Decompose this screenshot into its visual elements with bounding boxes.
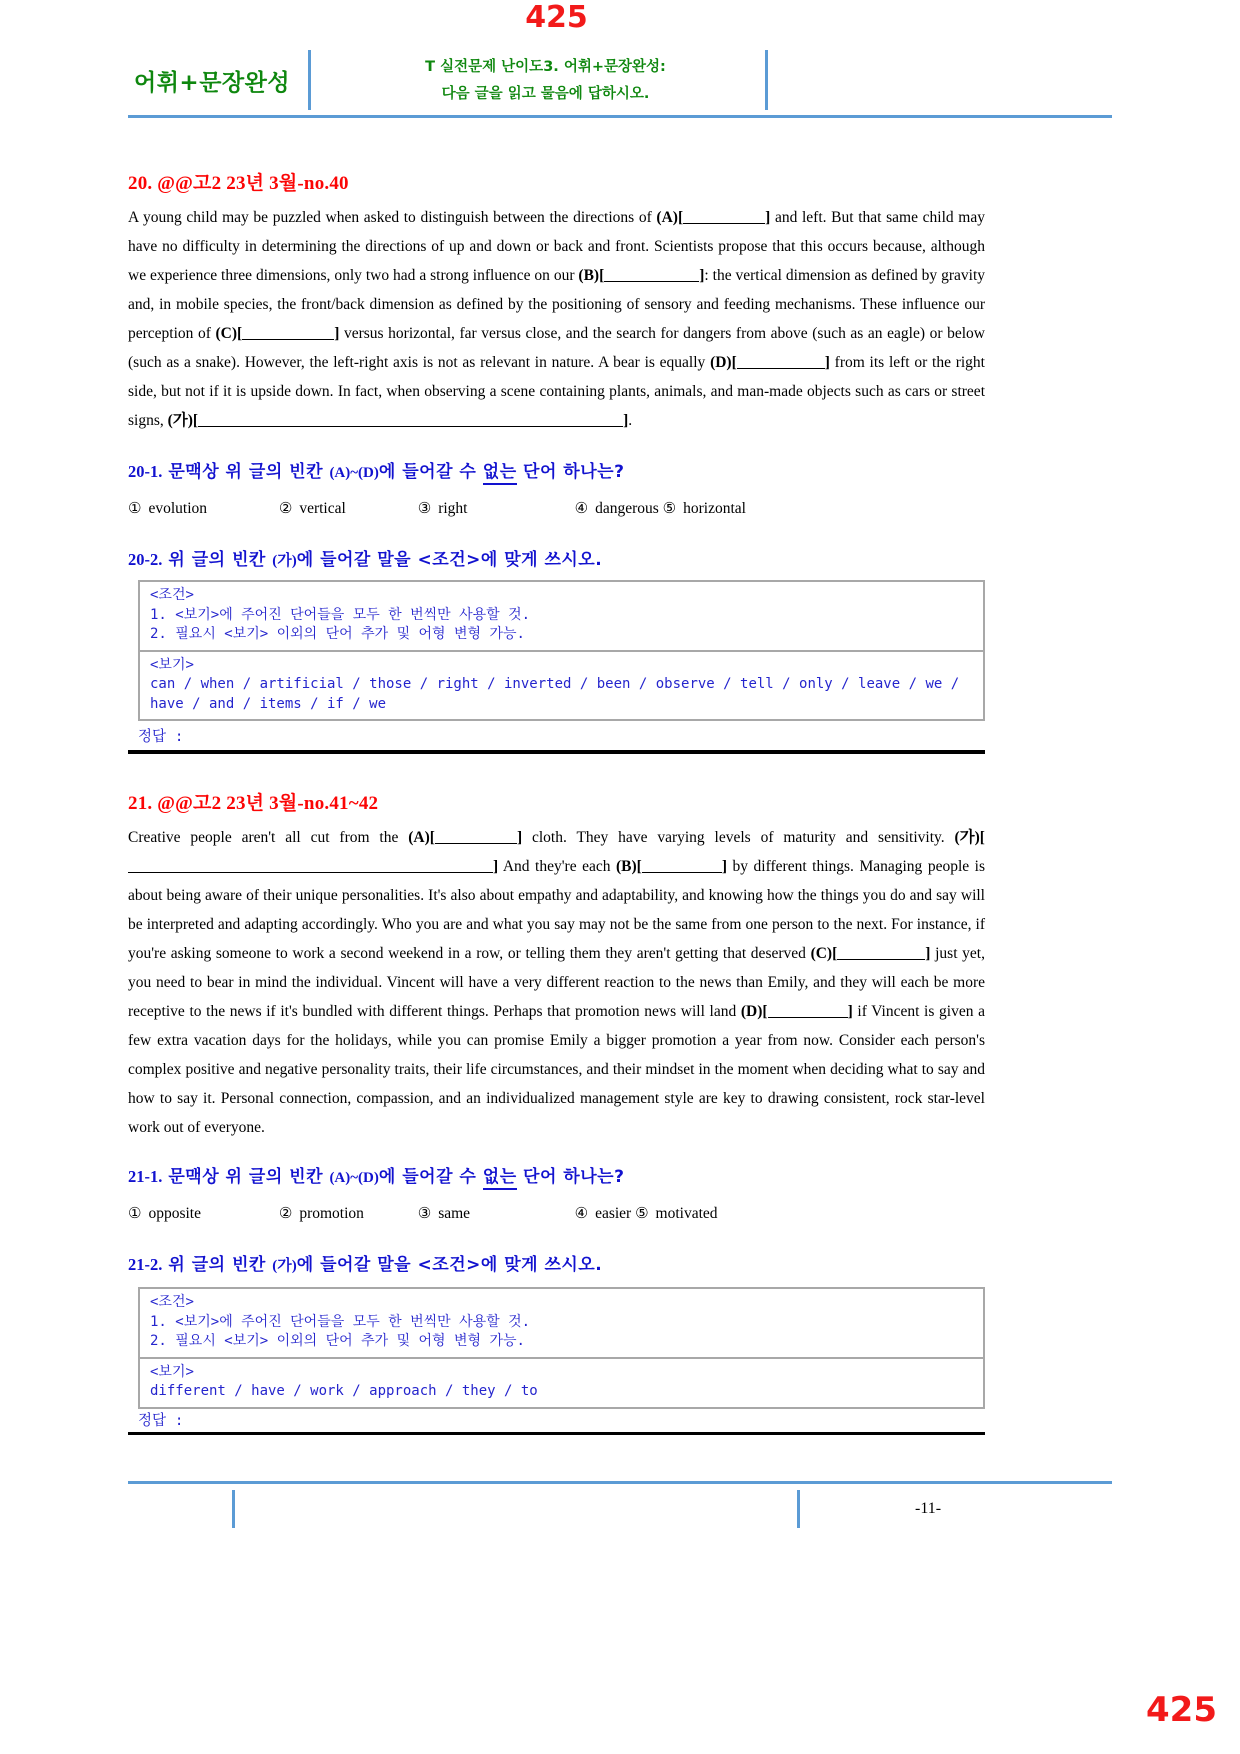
passage-text: and left. But that same child may have no difficulty in determining the directions of up and down or back and front. Scientists propose that this occurs because, although we experience three dimensions, only two had a strong influence on our xyxy=(128,209,985,284)
blank-line xyxy=(683,211,765,224)
blank-label: (가)[ xyxy=(954,829,985,846)
blank-ga-label: (가) xyxy=(272,553,297,569)
blank-line xyxy=(768,1005,848,1018)
blank-line xyxy=(642,860,722,873)
question-21-1-heading: 21-1. 문맥상 위 글의 빈칸 (A)~(D)에 들어갈 수 없는 단어 하나는? xyxy=(128,1164,985,1191)
sub-question-number: 20-2. xyxy=(128,550,163,569)
condition-item: 2. 필요시 <보기> 이외의 단어 추가 및 어형 변형 가능. xyxy=(150,1333,525,1349)
bottom-page-number: 425 xyxy=(1146,1690,1217,1730)
page-header xyxy=(128,50,985,112)
blank-label: (D)[ xyxy=(740,1003,768,1020)
passage-text: . xyxy=(628,412,633,429)
blank-range-label: (A)~(D) xyxy=(329,465,379,481)
option-item xyxy=(128,496,275,521)
header-subtitle-line1: T 실전문제 난이도3. 어휘+문장완성: xyxy=(425,59,666,75)
wordbank-title: <보기> xyxy=(150,656,194,673)
question-21-2-heading: 21-2. 위 글의 빈칸 (가)에 들어갈 말을 <조건>에 맞게 쓰시오. xyxy=(128,1255,603,1275)
blank-label: (C)[ xyxy=(810,945,838,962)
passage-text: just yet, you need to bear in mind the individual. Vincent will have a very different reaction to the news than Emily, and they will each be more receptive to the news if it's bundled with different things. Perhaps that promotion news will land xyxy=(128,945,985,1020)
question-20-2-heading: 20-2. 위 글의 빈칸 (가)에 들어갈 말을 <조건>에 맞게 쓰시오. xyxy=(128,550,603,570)
underlined-word: 없는 xyxy=(483,1167,517,1190)
option-marker-icon: ② xyxy=(278,499,293,517)
passage-text: from its left or the right side, but not if it is upside down. In fact, when observing a scene containing plants, animals, and man-made objects such as cars or street signs, xyxy=(128,354,985,429)
blank-range-label: (A)~(D) xyxy=(329,1170,379,1186)
header-divider-bar-right xyxy=(765,50,768,110)
blank-line xyxy=(837,947,925,960)
top-page-number: 425 xyxy=(525,0,588,35)
question-21-heading: 21. @@고2 23년 3월-no.41~42 xyxy=(128,793,379,814)
blank-line xyxy=(242,327,334,340)
passage-text: And they're each xyxy=(498,858,617,875)
condition-item: 1. <보기>에 주어진 단어들을 모두 한 번씩만 사용할 것. xyxy=(150,1313,531,1330)
header-rule xyxy=(128,115,1112,118)
option-marker-icon: ③ xyxy=(417,1204,432,1222)
option-word: right xyxy=(438,500,468,517)
blank-close-bracket: ] xyxy=(721,858,728,875)
blank-close-bracket: ] xyxy=(824,354,830,371)
passage-text: cloth. They have varying levels of maturity and sensitivity. xyxy=(522,829,955,846)
blank-label: (A)[ xyxy=(408,829,435,846)
option-word: evolution xyxy=(148,500,208,517)
blank-close-bracket: ] xyxy=(334,325,340,342)
question-21-1-options xyxy=(128,1201,985,1226)
sub-question-number: 21-2. xyxy=(128,1255,163,1274)
option-item xyxy=(635,1201,717,1226)
condition-title: <조건> xyxy=(150,587,194,603)
option-item xyxy=(279,496,414,521)
question-21-2-condition-box xyxy=(138,1287,985,1409)
option-word: horizontal xyxy=(683,500,746,517)
condition-list xyxy=(150,606,973,645)
passage-text: Creative people aren't all cut from the xyxy=(128,829,409,846)
wordbank-title: <보기> xyxy=(150,1363,194,1380)
blank-close-bracket: ] xyxy=(623,412,629,429)
question-20-1-heading: 20-1. 문맥상 위 글의 빈칸 (A)~(D)에 들어갈 수 없는 단어 하나는? xyxy=(128,459,985,486)
wordbank-words: different / have / work / approach / they / to xyxy=(150,1383,538,1399)
section-divider xyxy=(128,750,985,754)
option-marker-icon: ② xyxy=(278,1204,293,1222)
option-marker-icon: ① xyxy=(128,499,142,517)
question-20-2-condition-box xyxy=(138,580,985,721)
option-word: opposite xyxy=(148,1205,201,1222)
blank-label: (C)[ xyxy=(215,325,243,342)
question-20-2-answer-label: 정답 : xyxy=(138,729,184,745)
blank-close-bracket: ] xyxy=(925,945,931,962)
blank-close-bracket: ] xyxy=(493,858,499,875)
blank-line xyxy=(604,269,699,282)
blank-close-bracket: ] xyxy=(699,267,705,284)
sub-question-number: 21-1. xyxy=(128,1167,163,1186)
option-item xyxy=(418,496,571,521)
option-marker-icon: ⑤ xyxy=(635,1204,649,1222)
header-subtitle xyxy=(323,54,768,108)
option-item xyxy=(663,496,746,521)
blank-close-bracket: ] xyxy=(765,209,771,226)
header-divider-bar-left xyxy=(308,50,311,110)
blank-label: (B)[ xyxy=(616,858,642,875)
option-word: same xyxy=(438,1205,471,1222)
blank-label: (B)[ xyxy=(578,267,605,284)
blank-line xyxy=(198,414,623,427)
passage-text: by different things. Managing people is about being aware of their unique personalities. It's also about empathy and adaptability, and knowing how the things you do and say will be interpreted and adapting accordingly. Who you are and what you say may not be the same from one person to the next. For instance, if you're asking someone to work a second weekend in a row, or telling them they aren't getting that deserved xyxy=(128,858,985,962)
blank-line xyxy=(435,831,517,844)
blank-line xyxy=(737,356,825,369)
blank-label: (가)[ xyxy=(167,412,199,429)
condition-section xyxy=(140,1289,983,1357)
option-item xyxy=(279,1201,414,1226)
underlined-word: 없는 xyxy=(483,462,517,485)
option-marker-icon: ③ xyxy=(417,499,432,517)
option-marker-icon: ④ xyxy=(574,1204,589,1222)
blank-line xyxy=(128,860,493,873)
blank-label: (A)[ xyxy=(656,209,684,226)
option-item xyxy=(418,1201,571,1226)
header-subtitle-line2: 다음 글을 읽고 물음에 답하시오. xyxy=(441,86,650,102)
footer-bar-left xyxy=(232,1490,235,1528)
condition-section xyxy=(140,582,983,650)
condition-item: 1. <보기>에 주어진 단어들을 모두 한 번씩만 사용할 것. xyxy=(150,606,531,623)
blank-ga-label: (가) xyxy=(272,1258,297,1274)
option-item xyxy=(575,1201,632,1226)
passage-text: : the vertical dimension as defined by gravity and, in mobile species, the front/back dimension as defined by the positioning of sensory and feeding mechanisms. These influence our perception of xyxy=(128,267,985,342)
option-word: vertical xyxy=(299,500,346,517)
passage-text: versus horizontal, far versus close, and the search for dangers from above (such as an eagle) or below (such as a snake). However, the left-right axis is not as relevant in nature. A bear is equally xyxy=(128,325,985,371)
question-21-passage xyxy=(128,823,985,1142)
option-word: promotion xyxy=(299,1205,364,1222)
question-20-1-options xyxy=(128,496,985,521)
option-word: dangerous xyxy=(595,500,659,517)
section-divider xyxy=(128,1432,985,1435)
condition-title: <조건> xyxy=(150,1294,194,1310)
blank-label: (D)[ xyxy=(710,354,737,371)
option-marker-icon: ⑤ xyxy=(662,499,677,517)
blank-close-bracket: ] xyxy=(847,1003,853,1020)
condition-list xyxy=(150,1313,973,1352)
question-21-2-answer-label: 정답 : xyxy=(138,1412,184,1429)
header-section-title: 어휘+문장완성 xyxy=(134,70,291,96)
option-item xyxy=(575,496,659,521)
option-marker-icon: ① xyxy=(128,1204,142,1222)
footer-rule xyxy=(128,1481,1112,1484)
option-word: motivated xyxy=(655,1205,718,1222)
page-number-label: -11- xyxy=(915,1500,942,1517)
content-column xyxy=(128,0,985,1435)
question-20-heading: 20. @@고2 23년 3월-no.40 xyxy=(128,173,349,194)
wordbank-words: can / when / artificial / those / right / inverted / been / observe / tell / only / leave / we / have / and / items / if / we xyxy=(150,676,960,712)
wordbank-section xyxy=(140,650,983,720)
blank-close-bracket: ] xyxy=(516,829,523,846)
sub-question-number: 20-1. xyxy=(128,462,163,481)
question-20-passage xyxy=(128,203,985,435)
option-item xyxy=(128,1201,275,1226)
option-marker-icon: ④ xyxy=(574,499,589,517)
condition-item: 2. 필요시 <보기> 이외의 단어 추가 및 어형 변형 가능. xyxy=(150,626,525,642)
option-word: easier xyxy=(595,1205,632,1222)
passage-text: A young child may be puzzled when asked to distinguish between the directions of xyxy=(128,209,657,226)
footer-bar-right xyxy=(797,1490,800,1528)
passage-text: if Vincent is given a few extra vacation days for the holidays, while you can promise Emily a bigger promotion a year from now. Consider each person's complex positive and negative personality traits, their life circumstances, and their mindset in the moment when deciding what to say and how to say it. Personal connection, compassion, and an individualized management style are key to drawing consistent, rock star-level work out of everyone. xyxy=(128,1003,985,1136)
wordbank-section xyxy=(140,1357,983,1407)
